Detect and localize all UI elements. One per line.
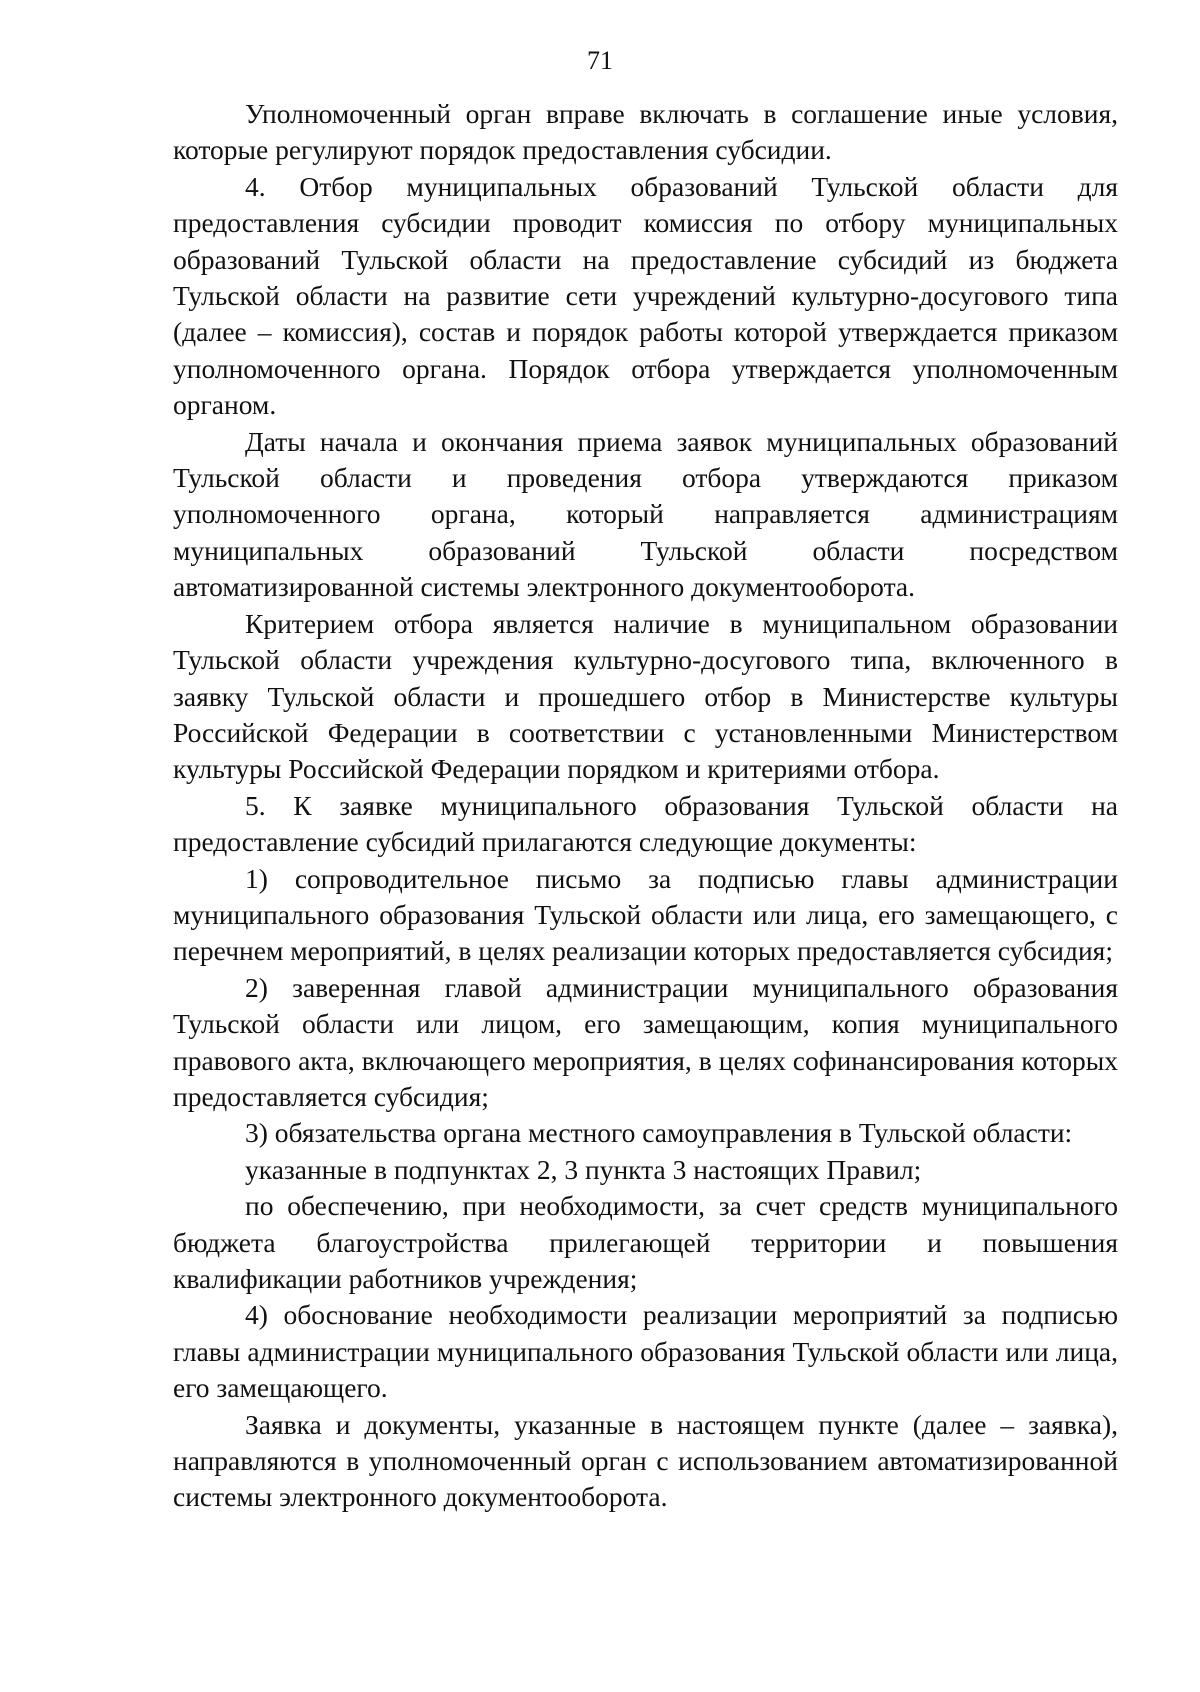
paragraph-application-dates: Даты начала и окончания приема заявок муниципальных образований Тульской области и проведения отбора утверждаются приказом уполномоченного органа, который направляется администрациям муниципальных образований Тульской области посредством автоматизированной системы электронного документооборота.: [173, 425, 1118, 603]
paragraph-submission: Заявка и документы, указанные в настоящем пункте (далее – заявка), направляются в уполномоченный орган с использованием автоматизированной системы электронного документооборота.: [173, 1408, 1118, 1513]
list-item-2-legal-act: 2) заверенная главой администрации муниципального образования Тульской области или лицом, его замещающим, копия муниципального правового акта, включающего мероприятия, в целях софинансирования которых предоставляется субсидия;: [173, 971, 1118, 1112]
sub-item-subparagraphs: указанные в подпунктах 2, 3 пункта 3 настоящих Правил;: [245, 1153, 922, 1185]
list-item-1-cover-letter: 1) сопроводительное письмо за подписью главы администрации муниципального образования Тульской области или лица, его замещающего, с перечнем мероприятий, в целях реализации которых предоставляется субсидия;: [173, 862, 1118, 967]
paragraph-selection-criterion: Критерием отбора является наличие в муниципальном образовании Тульской области учреждения культурно-досугового типа, включенного в заявку Тульской области и прошедшего отбор в Министерстве культуры Российской Федерации в соответствии с установленными Министерством культуры Российской Федерации порядком и критериями отбора.: [173, 607, 1118, 785]
document-body: [173, 96, 1118, 1516]
sub-item-landscaping: по обеспечению, при необходимости, за счет средств муниципального бюджета благоустройства прилегающей территории и повышения квалификации работников учреждения;: [173, 1190, 1118, 1294]
list-item-4-justification: 4) обоснование необходимости реализации мероприятий за подписью главы администрации муниципального образования Тульской области или лица, его замещающего.: [173, 1299, 1118, 1404]
page-number: 71: [587, 46, 613, 75]
paragraph-item-4-selection: 4. Отбор муниципальных образований Тульской области для предоставления субсидии проводит комиссия по отбору муниципальных образований Тульской области на предоставление субсидий из бюджета Тульской области на развитие сети учреждений культурно-досугового типа (далее – комиссия), состав и порядок работы которой утверждается приказом уполномоченного органа. Порядок отбора утверждается уполномоченным органом.: [173, 170, 1118, 421]
paragraph-agreement-conditions: Уполномоченный орган вправе включать в соглашение иные условия, которые регулируют порядок предоставления субсидии.: [173, 98, 1118, 166]
paragraph-item-5-documents: 5. К заявке муниципального образования Тульской области на предоставление субсидий прилагаются следующие документы:: [173, 789, 1118, 858]
list-item-3-obligations: 3) обязательства органа местного самоуправления в Тульской области:: [245, 1117, 1073, 1149]
